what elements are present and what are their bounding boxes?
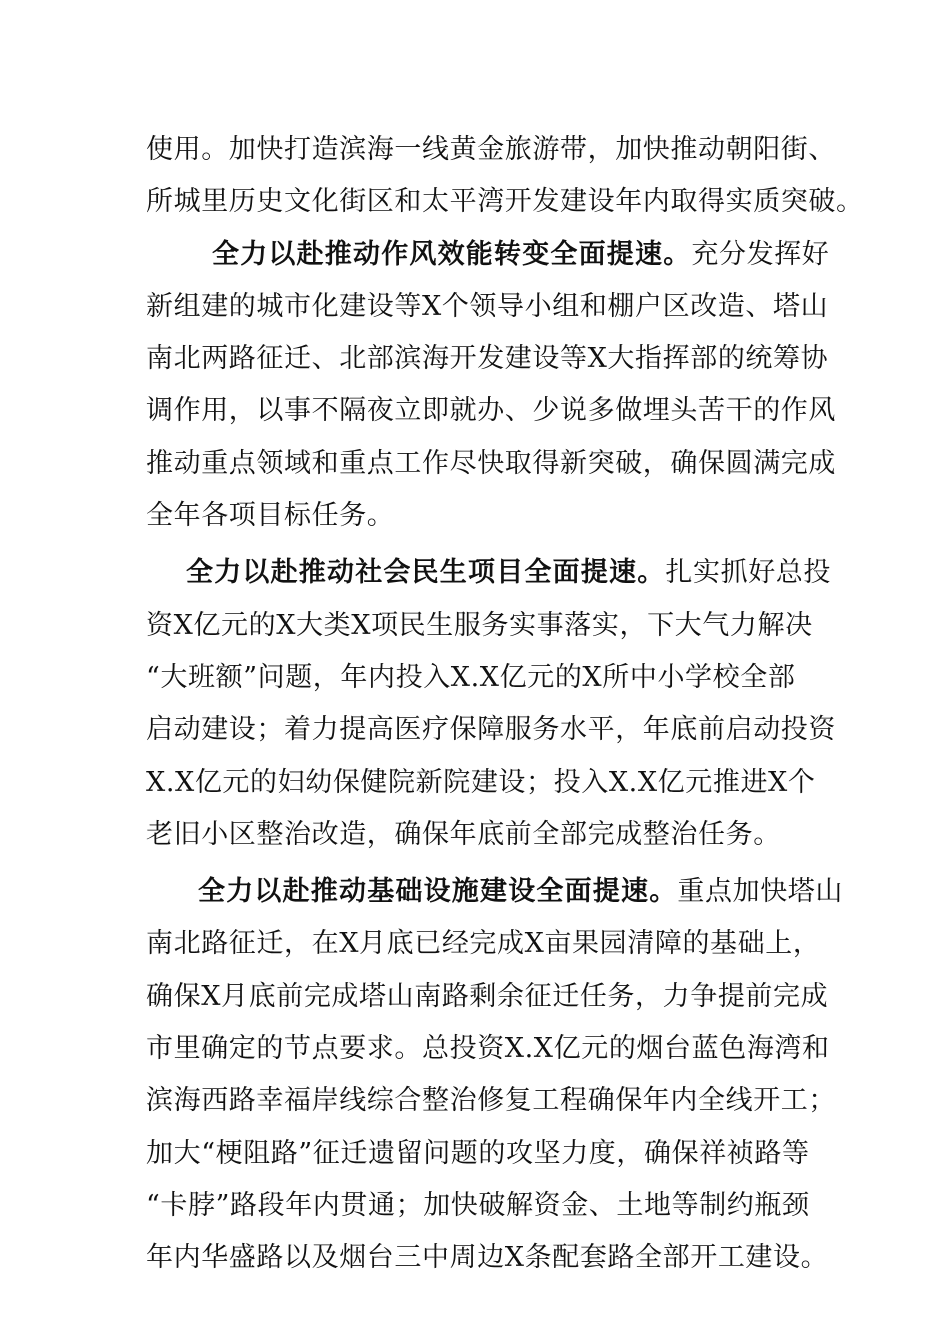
paragraph-heading: 全力以赴推动社会民生项目全面提速。 (186, 557, 666, 589)
text-line: 启动建设；着力提高医疗保障服务水平，年底前启动投资 (146, 714, 836, 746)
text-line: 年内华盛路以及烟台三中周边X条配套路全部开工建设。 (146, 1242, 829, 1274)
text-line: 使用。加快打造滨海一线黄金旅游带，加快推动朝阳街、 (146, 134, 836, 165)
text-line: 南北路征迁，在X月底已经完成X亩果园清障的基础上， (146, 928, 821, 960)
text-line: 全年各项目标任务。 (146, 500, 395, 532)
text-line: 加大“梗阻路”征迁遗留问题的攻坚力度，确保祥祯路等 (146, 1137, 810, 1169)
paragraph-heading: 全力以赴推动作风效能转变全面提速。 (212, 238, 692, 270)
text-line: 新组建的城市化建设等X个领导小组和棚户区改造、塔山 (146, 290, 829, 322)
paragraph-heading: 全力以赴推动基础设施建设全面提速。 (198, 876, 678, 908)
paragraph-continuation (146, 124, 864, 229)
paragraph-first-line (146, 229, 830, 281)
text-line: 滨海西路幸福岸线综合整治修复工程确保年内全线开工； (146, 1085, 836, 1117)
text-line: 确保X月底前完成塔山南路剩余征迁任务，力争提前完成 (146, 980, 829, 1012)
text-line: 南北两路征迁、北部滨海开发建设等X大指挥部的统筹协 (146, 343, 829, 375)
text-line: 资X亿元的X大类X项民生服务实事落实，下大气力解决 (146, 609, 813, 641)
paragraph-work-style (146, 229, 836, 543)
paragraph-livelihood (146, 547, 836, 861)
text-line: 调作用，以事不隔夜立即就办、少说多做埋头苦干的作风 (146, 395, 836, 427)
text-line: “大班额”问题，年内投入X.X亿元的X所中小学校全部 (146, 661, 796, 693)
paragraph-text: 重点加快塔山 (677, 876, 844, 908)
text-line: “卡脖”路段年内贯通；加快破解资金、土地等制约瓶颈 (146, 1189, 810, 1221)
text-line: 老旧小区整治改造，确保年底前全部完成整治任务。 (146, 818, 781, 850)
text-line: X.X亿元的妇幼保健院新院建设；投入X.X亿元推进X个 (146, 766, 816, 798)
paragraph-first-line (146, 547, 832, 599)
paragraph-text: 充分发挥好 (691, 238, 830, 270)
text-line: 所城里历史文化街区和太平湾开发建设年内取得实质突破。 (146, 186, 864, 218)
paragraph-infrastructure (146, 866, 844, 1284)
paragraph-first-line (146, 866, 844, 918)
text-line: 市里确定的节点要求。总投资X.X亿元的烟台蓝色海湾和 (146, 1033, 830, 1065)
text-line: 推动重点领域和重点工作尽快取得新突破，确保圆满完成 (146, 447, 836, 479)
document-body (146, 124, 864, 1285)
paragraph-text: 扎实抓好总投 (665, 557, 832, 589)
